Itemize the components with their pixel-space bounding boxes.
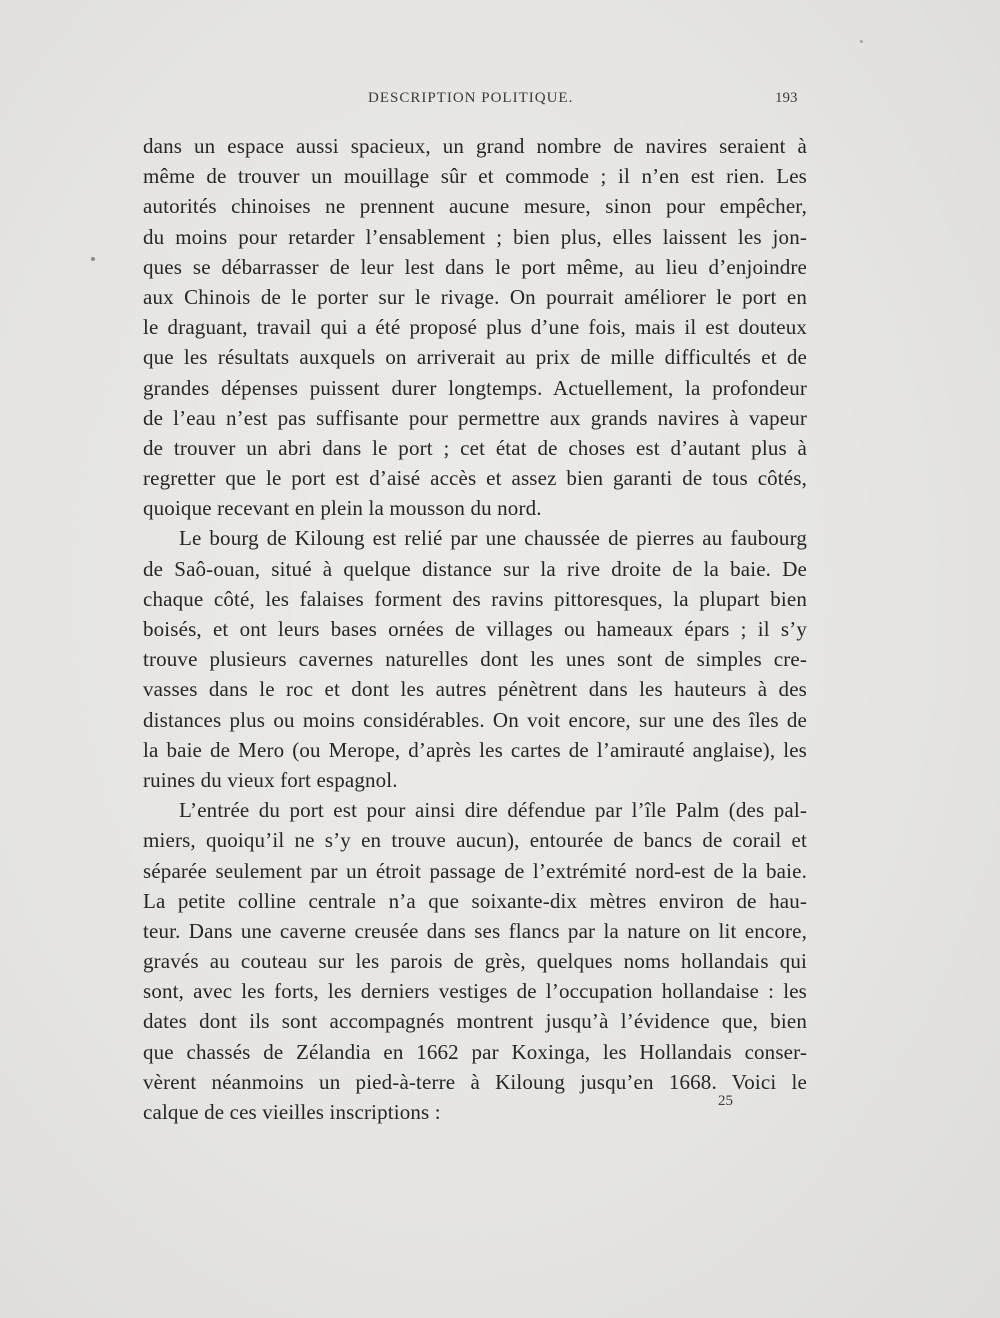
running-title: DESCRIPTION POLITIQUE. bbox=[368, 90, 574, 106]
text-line: La petite colline centrale n’a que soixante-dix mètres environ de hau- bbox=[143, 888, 807, 913]
text-line: que les résultats auxquels on arriverait au prix de mille difficultés et de bbox=[143, 345, 807, 370]
text-line: autorités chinoises ne prennent aucune mesure, sinon pour empêcher, bbox=[143, 194, 807, 219]
text-line: distances plus ou moins considérables. On voit encore, sur une des îles de bbox=[143, 707, 807, 732]
paper-speck bbox=[91, 257, 95, 261]
text-line: de trouver un abri dans le port ; cet état de choses est d’autant plus à bbox=[143, 435, 807, 460]
text-line: quoique recevant en plein la mousson du nord. bbox=[143, 496, 542, 521]
text-line: Le bourg de Kiloung est relié par une chaussée de pierres au faubourg bbox=[179, 526, 807, 551]
text-line: le draguant, travail qui a été proposé plus d’une fois, mais il est douteux bbox=[143, 315, 807, 340]
text-line: vasses dans le roc et dont les autres pénètrent dans les hauteurs à des bbox=[143, 677, 807, 702]
text-line: que chassés de Zélandia en 1662 par Koxinga, les Hollandais conser- bbox=[143, 1039, 807, 1064]
text-line: même de trouver un mouillage sûr et commode ; il n’en est rien. Les bbox=[143, 164, 807, 189]
text-line: ruines du vieux fort espagnol. bbox=[143, 767, 398, 792]
text-line: séparée seulement par un étroit passage de l’extrémité nord-est de la baie. bbox=[143, 858, 807, 883]
body-text bbox=[143, 131, 807, 1127]
text-line: du moins pour retarder l’ensablement ; bien plus, elles laissent les jon- bbox=[143, 224, 807, 249]
text-line: vèrent néanmoins un pied-à-terre à Kiloung jusqu’en 1668. Voici le bbox=[143, 1069, 807, 1094]
text-line: sont, avec les forts, les derniers vestiges de l’occupation hollandaise : les bbox=[143, 979, 807, 1004]
text-line: miers, quoiqu’il ne s’y en trouve aucun), entourée de bancs de corail et bbox=[143, 828, 807, 853]
text-line: boisés, et ont leurs bases ornées de villages ou hameaux épars ; il s’y bbox=[143, 617, 807, 641]
text-line: dans un espace aussi spacieux, un grand nombre de navires seraient à bbox=[143, 134, 807, 158]
text-line: trouve plusieurs cavernes naturelles dont les unes sont de simples cre- bbox=[143, 647, 807, 672]
text-line: L’entrée du port est pour ainsi dire défendue par l’île Palm (des pal- bbox=[179, 798, 807, 823]
text-line: ques se débarrasser de leur lest dans le port même, au lieu d’enjoindre bbox=[143, 254, 807, 279]
text-line: regretter que le port est d’aisé accès et assez bien garanti de tous côtés, bbox=[143, 466, 807, 491]
text-line: chaque côté, les falaises forment des ravins pittoresques, la plupart bien bbox=[143, 586, 807, 611]
text-line: de l’eau n’est pas suffisante pour permettre aux grands navires à vapeur bbox=[143, 405, 807, 430]
text-line: calque de ces vieilles inscriptions : bbox=[143, 1100, 441, 1124]
text-line: la baie de Mero (ou Merope, d’après les cartes de l’amirauté anglaise), les bbox=[143, 737, 807, 762]
text-line: dates dont ils sont accompagnés montrent jusqu’à l’évidence que, bien bbox=[143, 1009, 807, 1034]
text-line: aux Chinois de le porter sur le rivage. On pourrait améliorer le port en bbox=[143, 284, 807, 309]
text-line: grandes dépenses puissent durer longtemps. Actuellement, la profondeur bbox=[143, 375, 807, 400]
paper-speck bbox=[860, 40, 863, 43]
text-line: teur. Dans une caverne creusée dans ses flancs par la nature on lit encore, bbox=[143, 918, 807, 943]
text-line: de Saô-ouan, situé à quelque distance sur la rive droite de la baie. De bbox=[143, 556, 807, 581]
page-number: 193 bbox=[775, 90, 798, 106]
signature-mark: 25 bbox=[718, 1093, 733, 1109]
text-line: gravés au couteau sur les parois de grès, quelques noms hollandais qui bbox=[143, 949, 807, 974]
